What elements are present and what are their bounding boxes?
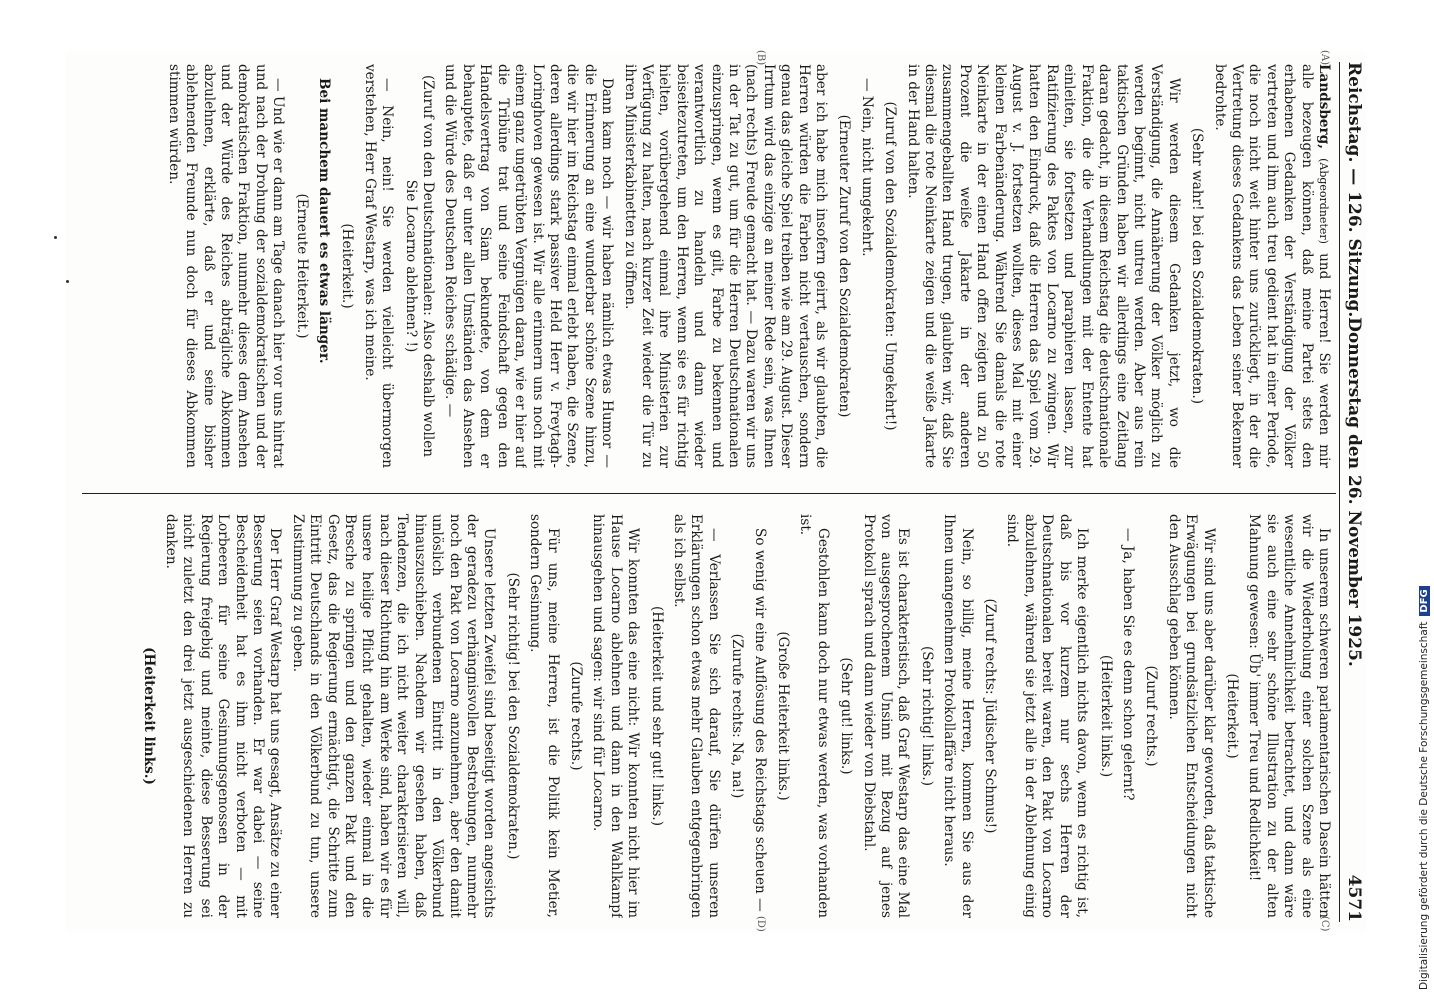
speaker-name: Landsberg,	[1316, 64, 1332, 149]
scan-speck	[66, 280, 69, 283]
digitization-note	[1418, 0, 1430, 990]
header-session: Reichstag. — 126. Sitzung.	[1344, 62, 1364, 318]
left-paragraph-8: — Und wie er dann am Tage danach hier vor uns hintrat und nach der Drohung der sozialdemokratischen und der demokratischen Fraktion, nunmehr dieses dem Ansehen und der Würde des Reiches abträgliche Abkommen abzulehnen, erklärte, daß er und seine bisher ablehnenden Freunde nun doch für dieses Abkommen stimmen würden.	[165, 64, 287, 468]
scanned-page	[66, 52, 1366, 932]
interjection: (Zuruf von den Sozialdemokraten: Umgekehrt!)	[882, 101, 899, 431]
right-paragraph-12: Unsere letzten Zweifel sind beseitigt worden angesichts der geradezu verhängnisvollen Bestrebungen, nunmehr noch den Pakt von Locarno anzunehmen, aber den damit unlöslich verbundenen Eintritt in den Völkerbund hinauszuschieben. Nachdem wir gesehen haben, daß Tendenzen, die ich nicht weiter charakterisieren will, nach dieser Richtung hin am Werke sind, haben wir es für unsere heilige Pflicht gehalten, wieder einmal in die Bresche zu springen und den ganzen Pakt und den Gesetz, das die Regierung ermächtigt, die Schritte zum Eintritt Deutschlands in den Völkerbund zu tun, unsere Zustimmung zu geben.	[289, 514, 498, 918]
right-paragraph-9: — Verlassen Sie sich darauf, Sie dürfen unseren Erklärungen schon etwas mehr Glauben entgegenbringen als ich selbst.	[671, 514, 722, 918]
interjection: (Zuruf von den Deutschnationalen: Also deshalb wollen Sie Locarno ablehnen? !)	[402, 74, 437, 458]
header-rule	[1339, 62, 1340, 922]
margin-marker-b: (B)	[755, 50, 766, 66]
scan-speck	[54, 236, 57, 239]
interjection: (Große Heiterkeit links.)	[775, 631, 792, 801]
left-paragraph-1: Landsberg, (Abgeordneter) und Herren! Sie werden mir alle bezeugen können, daß meine Partei stets den erhabenen Gedanken der Verständigung der Völker vertreten und ihm auch treu gedient hat in einer Periode, die noch nicht weit hinter uns zurückliegt, in der die Vertretung dieses Gedankens das Leben seiner Bekenner bedrohte.	[1211, 64, 1332, 468]
interjection: (Sehr wahr! bei den Sozialdemokraten.)	[1189, 127, 1206, 405]
margin-marker-d: (D)	[755, 916, 766, 932]
right-paragraph-3: — Ja, haben Sie es denn schon gelernt?	[1119, 528, 1136, 801]
interjection: (Heiterkeit links.)	[1097, 654, 1114, 778]
right-paragraph-6: Es ist charakteristisch, daß Graf Westarp das eine Mal von ausgesprochenem Unsinn mit Bezug auf jenes Protokoll sprach und dann wieder von Diebstahl.	[860, 514, 912, 918]
left-paragraph-3: — Nein, nicht umgekehrt.	[858, 78, 875, 257]
interjection: (Zuruf rechts.)	[1143, 665, 1160, 767]
left-paragraph-2: Wir werden diesem Gedanken jetzt, wo die Verständigung, die Annäherung der Völker möglich zu werden beginnt, nicht untreu werden. Aber aus rein taktischen Gründen haben wir allerdings eine Zeitlang daran gedacht, in diesem Reichstag die deutschnationale Fraktion, die die Verhandlungen mit der Entente hat einleiten, sie fortsetzen und paraphieren lassen, zur Ratifizierung des Paktes von Locarno zu zwingen. Wir hatten den Eindruck, daß die Herren das Spiel vom 29. August v. J. fortsetzen wollten, dieses Mal mit einer kleinen Farbenänderung. Während Sie damals die rote Neinkarte in der einen Hand offen zeigten und zu 50 Prozent die weiße Jakarte in der anderen zusammengeballten Hand trugen, glaubten wir, daß Sie diesmal die rote Neinkarte zeigen und die weiße Jakarte in der Hand halten.	[904, 64, 1182, 468]
right-paragraph-8: So wenig wir eine Auflösung des Reichstags scheuen —	[751, 528, 768, 912]
right-column	[84, 514, 1332, 918]
interjection: (Heiterkeit.)	[339, 223, 356, 309]
margin-marker-c: (C)	[1319, 916, 1330, 932]
interjection: (Heiterkeit links.)	[140, 647, 157, 785]
interjection: (Zurufe rechts: Na, na!)	[729, 633, 746, 799]
left-paragraph-6: — Nein, nein! Sie werden vielleicht übermorgen verstehen, Herr Graf Westarp, was ich meine.	[361, 64, 396, 468]
left-paragraph-4: aber ich habe mich insofern geirrt, als wir glaubten, die Herren würden die Farben nicht vertauschen, sondern genau das gleiche Spiel treiben wie am 29. August. Dieser Irrtum wird das einzige an meiner Rede sein, was Ihnen (nach rechts) Freude gemacht hat. — Dazu waren wir uns in der Tat zu gut, um für die Herren Deutschnationalen einzuspringen, wenn es gilt, Farbe zu bekennen und verantwortlich zu handeln und dann wieder beiseitezutreten, um den Herren, wenn sie es für richtig hielten, vorübergehend einmal ihre Ministerien zur Verfügung zu halten, nach kurzer Zeit wieder die Tür zu ihren Ministerkabinetten zu öffnen.	[621, 64, 830, 468]
interjection: (Heiterkeit.)	[1223, 673, 1240, 759]
page-number: 4571	[1344, 874, 1364, 922]
left-text-1: und Herren! Sie werden mir alle bezeugen können, daß meine Partei stets den erhabenen Gedanken der Verständigung der Völker vertreten und ihm auch treu gedient hat in einer Periode, die noch nicht weit hinter uns zurückliegt, in der die Vertretung dieses Gedankens das Leben seiner Bekenner bedrohte.	[1211, 64, 1332, 468]
interjection: (Sehr richtig! bei den Sozialdemokraten.)	[504, 572, 521, 860]
right-paragraph-13: Der Herr Graf Westarp hat uns gesagt, Ansätze zu einer Besserung seien vorhanden. Er war dabei — seine Bescheidenheit hat es ihm nicht verboten — mit Lorbeeren für seine Gesinnungsgenossen in der Regierung freigebig und meinte, diese Besserung sei nicht zuletzt den drei jetzt ausgeschiedenen Herren zu danken.	[163, 514, 284, 918]
right-paragraph-5: Nein, so billig, meine Herren, kommen Sie aus der Ihnen unangenehmen Protokollaffäre nicht heraus.	[941, 514, 975, 918]
interjection: (Zurufe rechts.)	[567, 661, 584, 771]
header-date: Donnerstag den 26. November 1925.	[1344, 317, 1364, 667]
right-paragraph-2: Wir sind uns aber darüber klar geworden, daß taktische Erwägungen bei grundsätzlichen Entscheidungen nicht den Ausschlag geben können.	[1165, 514, 1217, 918]
right-paragraph-1: In unserem schweren parlamentarischen Dasein hätten wir die Wiederholung einer solchen Szene als eine wesentliche Annehmlichkeit betrachtet, und dann wäre sie auch eine sehr schöne Illustration zu der alten Mahnung gewesen: Üb' immer Treu und Redlichkeit!	[1246, 514, 1332, 918]
left-column	[84, 64, 1332, 468]
margin-marker-a: (A)	[1319, 50, 1330, 66]
right-paragraph-7: Gestohlen kann doch nur etwas werden, was vorhanden ist.	[797, 514, 831, 918]
interjection: (Sehr gut! links.)	[838, 657, 855, 775]
interjection: (Erneuter Zuruf von den Sozialdemokraten)	[836, 114, 853, 418]
interjection: (Sehr richtig! links.)	[918, 645, 935, 787]
right-paragraph-11: Für uns, meine Herren, ist die Politik kein Metier, sondern Gesinnung.	[527, 514, 561, 918]
right-paragraph-10: Wir konnten das eine nicht: Wir konnten nicht hier im Hause Locarno ablehnen und dann in den Wahlkampf hinausgehen und sagen: wir sind für Locarno.	[590, 514, 642, 918]
right-paragraph-4: Ich merke eigentlich nichts davon, wenn es richtig ist, daß bis vor kurzem nur sechs Herren der Deutschnationalen bereit waren, den Pakt von Locarno abzulehnen, während sie jetzt alle in der Ablehnung einig sind.	[1004, 514, 1091, 918]
interjection: (Erneute Heiterkeit.)	[293, 193, 310, 339]
left-paragraph-5: Dann kam noch — wir haben nämlich etwas Humor — die Erinnerung an eine wunderbar schöne Szene hinzu, die wir hier im Reichstag einmal erlebt haben, die Szene, deren allerdings stark passiver Held Herr v. Freytagh-Loringhoven gewesen ist. Wir alle erinnern uns noch mit einem ganz ungetrübten Vergnügen daran, wie er hier auf die Tribüne trat und seine Feindschaft gegen den Handelsvertrag von Siam bekundete, von dem er behauptete, daß er unter allen Umständen das Ansehen und die Würde des Deutschen Reiches schädige. —	[442, 64, 616, 468]
page-header	[1342, 52, 1366, 932]
interjection: (Heiterkeit und sehr gut! links.)	[648, 605, 665, 827]
column-divider	[82, 493, 1336, 494]
digitization-text: Digitalisierung gefördert durch die Deutsche Forschungsgemeinschaft	[1418, 621, 1430, 990]
dfg-logo: DFG	[1419, 586, 1430, 615]
interjection: (Zuruf rechts: Jüdischer Schmus!)	[982, 598, 999, 834]
left-paragraph-7: Bei manchem dauert es etwas länger.	[316, 78, 333, 364]
speaker-role: Abgeordneter	[1317, 162, 1330, 240]
